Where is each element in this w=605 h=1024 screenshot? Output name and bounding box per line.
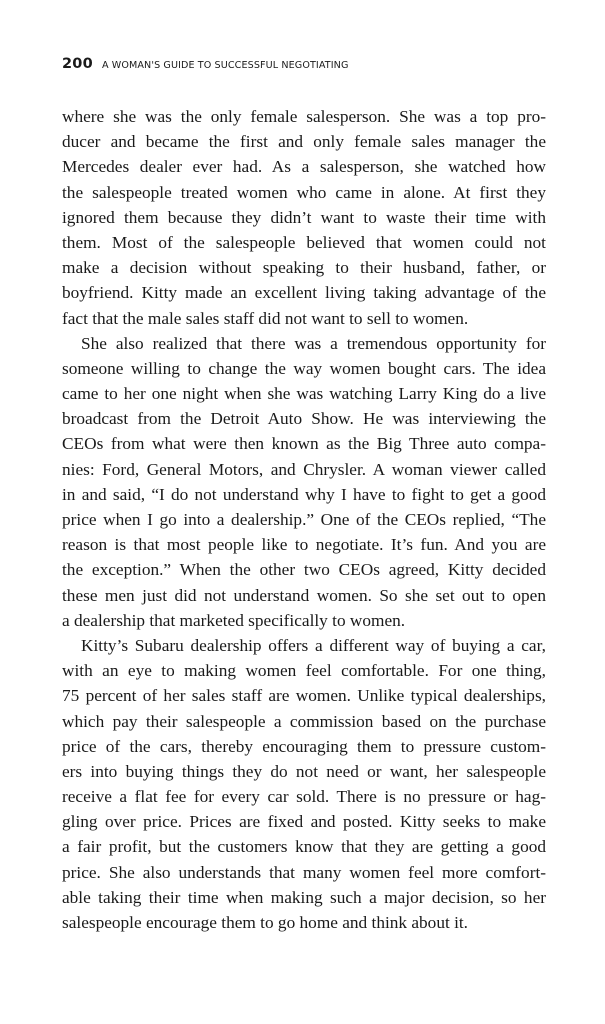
text-line: where she was the only female salesperson. She was a top pro- [62,107,546,126]
text-line: ignored them because they didn’t want to waste their time with [62,207,546,227]
text-line: reason is that most people like to negotiate. It’s fun. And you are [62,535,546,555]
running-head-title: A WOMAN'S GUIDE TO SUCCESSFUL NEGOTIATING [101,60,349,71]
text-line: ducer and became the first and only female sales manager the [62,132,546,152]
text-line: these men just did not understand women. So she set out to open [62,585,546,605]
text-line: a fair profit, but the customers know that they are getting a good [62,837,546,857]
text-line: salespeople encourage them to go home and think about it. [62,913,468,932]
text-line: the salespeople treated women who came in alone. At first they [62,182,546,202]
text-line: which pay their salespeople a commission based on the purchase [62,711,546,731]
text-line: receive a flat fee for every car sold. There is no pressure or hag- [62,787,546,807]
text-line: someone willing to change the way women bought cars. The idea [62,358,546,378]
text-line: with an eye to making women feel comfortable. For one thing, [62,661,546,681]
page-number: 200 [62,56,93,72]
paragraph-2 [62,331,546,633]
text-line: price when I go into a dealership.” One of the CEOs replied, “The [62,510,546,529]
running-head [62,54,348,75]
text-line: gling over price. Prices are fixed and posted. Kitty seeks to make [62,812,546,832]
text-line: Kitty’s Subaru dealership offers a different way of buying a car, [81,635,546,655]
text-line: came to her one night when she was watching Larry King do a live [62,384,546,404]
paragraph-3 [62,633,546,935]
text-line: able taking their time when making such a major decision, so her [62,887,546,907]
text-line: price of the cars, thereby encouraging them to pressure custom- [62,736,546,756]
text-line: in and said, “I do not understand why I have to fight to get a good [62,484,546,504]
text-line: Mercedes dealer ever had. As a salesperson, she watched how [62,157,546,177]
text-line: boyfriend. Kitty made an excellent living taking advantage of the [62,283,546,303]
text-line: the exception.” When the other two CEOs agreed, Kitty decided [62,560,546,580]
body-text [62,104,546,935]
text-line: nies: Ford, General Motors, and Chrysler. A woman viewer called [62,459,546,479]
text-line: broadcast from the Detroit Auto Show. He was interviewing the [62,409,546,429]
text-line: fact that the male sales staff did not want to sell to women. [62,308,469,328]
text-line: 75 percent of her sales staff are women. Unlike typical dealerships, [62,686,546,706]
paragraph-1 [62,104,546,331]
text-line: CEOs from what were then known as the Big Three auto compa- [62,434,546,454]
text-line: price. She also understands that many women feel more comfort- [62,862,546,882]
text-line: a dealership that marketed specifically to women. [62,610,406,630]
text-line: ers into buying things they do not need or want, her salespeople [62,761,546,781]
text-line: She also realized that there was a tremendous opportunity for [81,333,546,353]
text-line: make a decision without speaking to their husband, father, or [62,258,546,278]
text-line: them. Most of the salespeople believed that women could not [62,232,546,252]
